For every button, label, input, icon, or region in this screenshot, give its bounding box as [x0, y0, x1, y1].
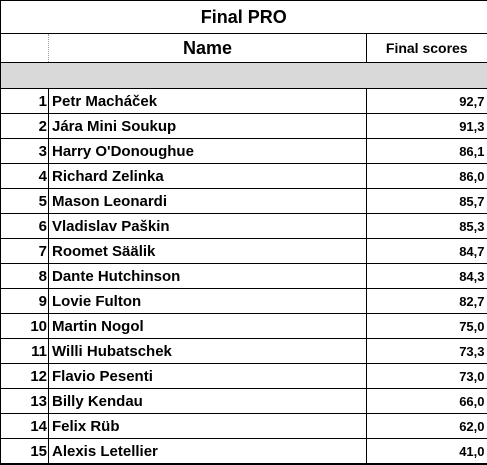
table-row: [1, 189, 487, 214]
score-cell[interactable]: 82,7: [367, 289, 487, 314]
score-cell[interactable]: 86,1: [367, 139, 487, 164]
name-cell[interactable]: Mason Leonardi: [49, 189, 367, 214]
name-cell[interactable]: Harry O'Donoughue: [49, 139, 367, 164]
rank-cell[interactable]: 8: [1, 264, 49, 289]
name-cell[interactable]: Billy Kendau: [49, 389, 367, 414]
rank-cell[interactable]: 12: [1, 364, 49, 389]
name-cell[interactable]: Flavio Pesenti: [49, 364, 367, 389]
name-cell[interactable]: Vladislav Paškin: [49, 214, 367, 239]
score-cell[interactable]: 85,3: [367, 214, 487, 239]
header-row: [1, 34, 487, 63]
rank-cell[interactable]: 7: [1, 239, 49, 264]
rank-cell[interactable]: 10: [1, 314, 49, 339]
table-row: [1, 89, 487, 114]
score-cell[interactable]: 92,7: [367, 89, 487, 114]
score-cell[interactable]: 73,3: [367, 339, 487, 364]
rank-cell[interactable]: 6: [1, 214, 49, 239]
table-row: [1, 214, 487, 239]
score-cell[interactable]: 86,0: [367, 164, 487, 189]
score-cell[interactable]: 66,0: [367, 389, 487, 414]
score-cell[interactable]: 62,0: [367, 414, 487, 439]
name-cell[interactable]: Dante Hutchinson: [49, 264, 367, 289]
rank-cell[interactable]: 14: [1, 414, 49, 439]
separator-row: [1, 63, 487, 89]
name-column-header[interactable]: Name: [49, 34, 367, 63]
table-row: [1, 339, 487, 364]
rank-cell[interactable]: 1: [1, 89, 49, 114]
table-row: [1, 114, 487, 139]
table-row: [1, 439, 487, 465]
name-cell[interactable]: Martin Nogol: [49, 314, 367, 339]
table-row: [1, 139, 487, 164]
separator-cell[interactable]: [367, 63, 487, 89]
table-row: [1, 364, 487, 389]
rank-cell[interactable]: 15: [1, 439, 49, 465]
table-row: [1, 414, 487, 439]
separator-cell[interactable]: [49, 63, 367, 89]
rank-cell[interactable]: 5: [1, 189, 49, 214]
score-column-header[interactable]: Final scores: [367, 34, 487, 63]
name-cell[interactable]: Jára Mini Soukup: [49, 114, 367, 139]
rank-cell[interactable]: 11: [1, 339, 49, 364]
rank-cell[interactable]: 4: [1, 164, 49, 189]
name-cell[interactable]: Felix Rüb: [49, 414, 367, 439]
name-cell[interactable]: Richard Zelinka: [49, 164, 367, 189]
name-cell[interactable]: Alexis Letellier: [49, 439, 367, 465]
table-row: [1, 164, 487, 189]
score-cell[interactable]: 75,0: [367, 314, 487, 339]
score-cell[interactable]: 84,7: [367, 239, 487, 264]
score-cell[interactable]: 91,3: [367, 114, 487, 139]
name-cell[interactable]: Willi Hubatschek: [49, 339, 367, 364]
name-cell[interactable]: Petr Macháček: [49, 89, 367, 114]
table-row: [1, 389, 487, 414]
separator-cell[interactable]: [1, 63, 49, 89]
rank-column-header[interactable]: [1, 34, 49, 63]
table-row: [1, 264, 487, 289]
table-title[interactable]: Final PRO: [1, 1, 487, 34]
table-row: [1, 289, 487, 314]
name-cell[interactable]: Roomet Säälik: [49, 239, 367, 264]
title-row: [1, 1, 487, 34]
rank-cell[interactable]: 13: [1, 389, 49, 414]
name-cell[interactable]: Lovie Fulton: [49, 289, 367, 314]
score-cell[interactable]: 41,0: [367, 439, 487, 465]
score-cell[interactable]: 85,7: [367, 189, 487, 214]
rank-cell[interactable]: 2: [1, 114, 49, 139]
table-row: [1, 314, 487, 339]
rank-cell[interactable]: 9: [1, 289, 49, 314]
table-row: [1, 239, 487, 264]
rank-cell[interactable]: 3: [1, 139, 49, 164]
score-cell[interactable]: 84,3: [367, 264, 487, 289]
score-cell[interactable]: 73,0: [367, 364, 487, 389]
